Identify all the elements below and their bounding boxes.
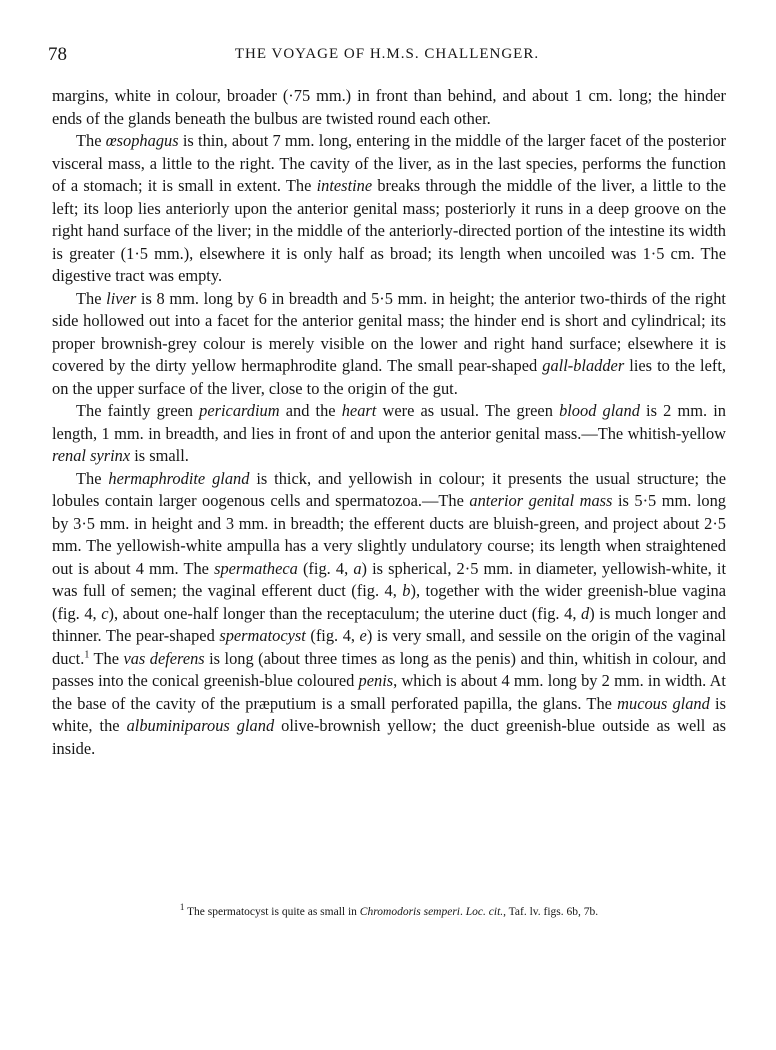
running-title: THE VOYAGE OF H.M.S. CHALLENGER. bbox=[234, 46, 540, 62]
text-run: ), about one-half longer than the receptaculum; the uterine duct (fig. 4, bbox=[108, 603, 582, 623]
footnote-ref: 1 bbox=[84, 649, 90, 661]
italic-term: blood gland bbox=[559, 401, 640, 420]
paragraph-liver bbox=[52, 288, 726, 401]
body-text bbox=[52, 85, 726, 760]
text-run: ) is much longer and thinner. The pear-shaped bbox=[52, 603, 726, 645]
italic-term: œsophagus bbox=[105, 131, 179, 150]
text-run: is 5·5 mm. long by 3·5 mm. in height and 3 mm. in breadth; the efferent ducts are bluish-green, and project about 2·5 mm. The yellowish-white ampulla has a very slightly undulatory course; its length when straightened out is about 4 mm. The bbox=[52, 491, 726, 578]
text-run: The bbox=[76, 131, 106, 150]
page-header bbox=[48, 44, 726, 70]
text-run: The spermatocyst is quite as small in bbox=[187, 906, 360, 918]
italic-term: albuminiparous gland bbox=[126, 716, 275, 735]
italic-term: penis bbox=[358, 671, 394, 690]
text-run: (fig. 4, bbox=[297, 558, 354, 578]
text-run: , Taf. lv. figs. 6b, 7b. bbox=[503, 906, 599, 918]
paragraph-pericardium bbox=[52, 400, 726, 468]
italic-term: Chromodoris semperi bbox=[359, 906, 461, 918]
italic-term: e bbox=[359, 626, 367, 645]
italic-term: b bbox=[402, 581, 411, 600]
text-run: breaks through the middle of the liver, a little to the left; its loop lies anteriorly upon the anterior genital mass; posteriorly it runs in a deep groove on the right hand surface of the liver; in the middle of the anteriorly-directed portion of the intestine its width is greater (1·5 mm.), elsewhere it is only half as broad; its length when uncoiled was 1·5 cm. The digestive tract was empty. bbox=[52, 176, 726, 285]
footnote bbox=[52, 902, 726, 920]
italic-term: a bbox=[353, 558, 362, 578]
footnote-marker: 1 bbox=[179, 902, 185, 913]
text-run: is 2 mm. in length, 1 mm. in breadth, and lies in front of and upon the anterior genital mass.—The whitish-yellow bbox=[52, 401, 726, 443]
text-run: . bbox=[460, 906, 466, 918]
text-run: ) is spherical, 2·5 mm. in diameter, yellowish-white, it was full of semen; the vaginal efferent duct (fig. 4, bbox=[52, 558, 727, 600]
text-run: , which is about 4 mm. long by 2 mm. in width. At the base of the cavity of the præputium is a small perforated papilla, the glans. The bbox=[52, 671, 726, 713]
text-run: ) is very small, and sessile on the origin of the vaginal duct. bbox=[52, 626, 726, 668]
text-run: olive-brownish yellow; the duct greenish-blue outside as well as inside. bbox=[52, 716, 726, 758]
text-run: The faintly green bbox=[76, 401, 200, 420]
italic-term: heart bbox=[341, 401, 377, 420]
paragraph-oesophagus bbox=[52, 130, 726, 288]
paragraph-continuation bbox=[52, 85, 726, 130]
italic-term: spermatocyst bbox=[219, 626, 306, 645]
text-run: is small. bbox=[130, 446, 189, 465]
footnote-text bbox=[187, 906, 598, 918]
text-run: is thin, about 7 mm. long, entering in the middle of the larger facet of the posterior visceral mass, a little to the right. The cavity of the liver, as in the last species, performs the function of a stomach; it is small in extent. The bbox=[52, 131, 726, 195]
text-run: is long (about three times as long as the penis) and thin, whitish in colour, and passes into the conical greenish-blue coloured bbox=[52, 648, 726, 690]
text-run: were as usual. The green bbox=[376, 401, 560, 420]
text-run: ), together with the wider greenish-blue vagina (fig. 4, bbox=[52, 581, 726, 623]
italic-term: c bbox=[101, 603, 109, 623]
italic-term: spermatheca bbox=[214, 558, 298, 578]
italic-term: Loc. cit. bbox=[465, 906, 504, 918]
page-number: 78 bbox=[48, 44, 67, 65]
italic-term: intestine bbox=[316, 176, 373, 195]
paragraph-hermaphrodite-gland bbox=[52, 468, 726, 761]
italic-term: vas deferens bbox=[123, 648, 205, 668]
text-run: is white, the bbox=[52, 693, 726, 735]
italic-term: mucous gland bbox=[617, 693, 710, 713]
italic-term: hermaphrodite gland bbox=[108, 468, 250, 488]
text-run: lies to the left, on the upper surface of the liver, close to the origin of the gut. bbox=[52, 356, 726, 398]
text-run: and the bbox=[279, 401, 342, 420]
italic-term: d bbox=[581, 603, 590, 623]
italic-term: gall-bladder bbox=[542, 356, 625, 375]
italic-term: anterior genital mass bbox=[469, 491, 613, 510]
text-run: (fig. 4, bbox=[305, 626, 360, 645]
text-run: The bbox=[76, 288, 107, 308]
text-run: is 8 mm. long by 6 in breadth and 5·5 mm. in height; the anterior two-thirds of the right side hollowed out into a facet for the anterior genital mass; the hinder end is short and cylindrical; its proper brownish-grey colour is merely visible on the lower and right hand surface; elsewhere it is covered by the dirty yellow hermaphrodite gland. The small pear-shaped bbox=[52, 288, 726, 375]
italic-term: liver bbox=[106, 288, 137, 308]
text-run: The bbox=[76, 468, 109, 488]
text-run: The bbox=[89, 648, 124, 668]
italic-term: pericardium bbox=[199, 401, 280, 420]
italic-term: renal syrinx bbox=[52, 446, 131, 465]
text-run: margins, white in colour, broader (·75 mm.) in front than behind, and about 1 cm. long; the hinder ends of the glands beneath the bulbus are twisted round each other. bbox=[52, 86, 726, 128]
text-run: is thick, and yellowish in colour; it presents the usual structure; the lobules contain larger oogenous cells and spermatozoa.—The bbox=[52, 468, 726, 510]
